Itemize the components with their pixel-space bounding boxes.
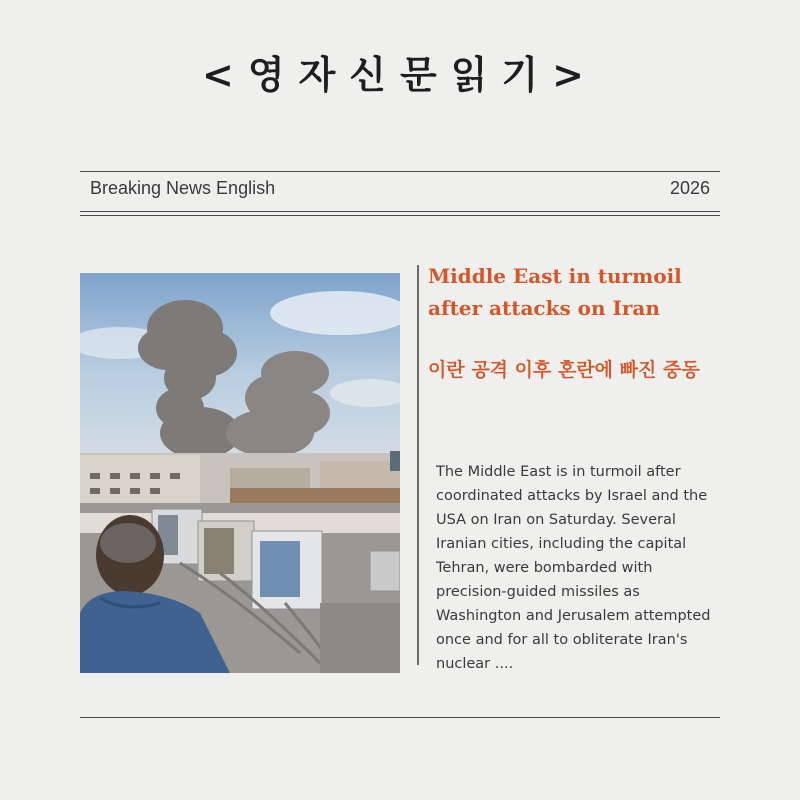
masthead-bottom-rule-2	[80, 215, 720, 216]
headline-english: Middle East in turmoil after attacks on Iran	[428, 264, 682, 320]
page-title: <영자신문읽기>	[202, 52, 598, 97]
masthead-bottom-rule-1	[80, 211, 720, 212]
footer-rule	[80, 717, 720, 718]
publication-name: Breaking News English	[90, 178, 276, 198]
masthead-top-rule	[80, 171, 720, 172]
article-photo	[80, 273, 400, 673]
column-divider	[417, 265, 419, 665]
article-body: The Middle East is in turmoil after coordinated attacks by Israel and the USA on Iran on Saturday. Several Iranian cities, including the capital Tehran, were bombarded with precision-guided missiles as Washington and Jerusalem attempted once and for all to obliterate Iran's nuclear ....	[436, 464, 711, 672]
publication-year: 2026	[669, 178, 710, 198]
smoke-over-city-image	[80, 273, 400, 673]
headline-korean: 이란 공격 이후 혼란에 빠진 중동	[428, 359, 700, 381]
